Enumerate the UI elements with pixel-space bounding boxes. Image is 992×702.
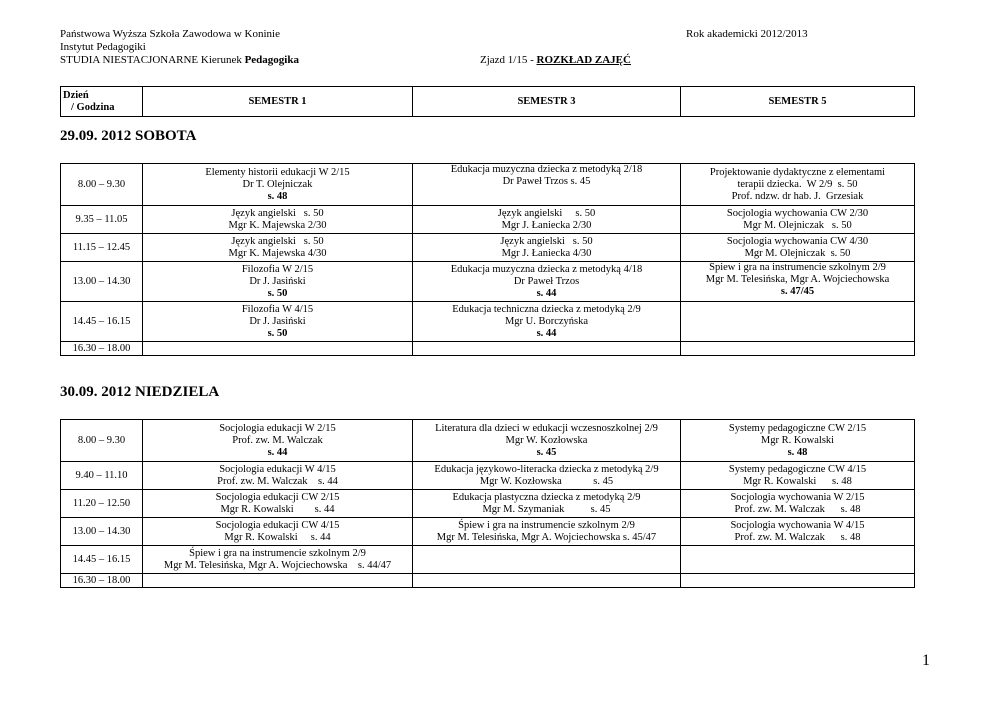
day1-title: 29.09. 2012 SOBOTA xyxy=(60,128,197,144)
zjazd-label: Zjazd 1/15 - xyxy=(480,54,537,66)
time-cell: 8.00 – 9.30 xyxy=(61,164,143,206)
time-cell: 8.00 – 9.30 xyxy=(61,420,143,462)
table-row xyxy=(61,234,915,262)
class-cell xyxy=(681,420,915,462)
table-row xyxy=(61,546,915,574)
semester-3-header: SEMESTR 3 xyxy=(413,87,681,117)
time-cell: 11.15 – 12.45 xyxy=(61,234,143,262)
institute-name: Instytut Pedagogiki xyxy=(60,41,146,53)
class-room: s. 44 xyxy=(536,327,557,339)
class-title: Język angielski s. 50 xyxy=(231,207,324,219)
table-row xyxy=(61,262,915,302)
class-cell xyxy=(143,262,413,302)
class-teacher: Mgr R. Kowalski s. 48 xyxy=(743,475,852,487)
empty-cell xyxy=(413,342,681,356)
table-row xyxy=(61,302,915,342)
academic-year: Rok akademicki 2012/2013 xyxy=(686,28,808,40)
class-title: Język angielski s. 50 xyxy=(500,235,593,247)
class-teacher: Dr J. Jasiński xyxy=(249,315,306,327)
class-cell xyxy=(413,420,681,462)
class-room: s. 50 xyxy=(267,327,288,339)
empty-cell xyxy=(143,574,413,588)
class-title: Socjologia wychowania CW 4/30 xyxy=(726,235,869,247)
time-cell: 9.35 – 11.05 xyxy=(61,206,143,234)
class-teacher: Dr T. Olejniczak xyxy=(242,178,313,190)
time-cell: 11.20 – 12.50 xyxy=(61,490,143,518)
semester-1-header: SEMESTR 1 xyxy=(143,87,413,117)
time-cell: 16.30 – 18.00 xyxy=(61,574,143,588)
column-header-table xyxy=(60,86,915,117)
class-cell xyxy=(143,206,413,234)
class-teacher: Mgr U. Borczyńska xyxy=(504,315,589,327)
table-row xyxy=(61,518,915,546)
class-cell xyxy=(413,490,681,518)
class-title: Socjologia wychowania W 2/15 xyxy=(730,491,865,503)
class-cell xyxy=(413,164,681,206)
day-label: Dzień xyxy=(63,89,89,101)
institution-name: Państwowa Wyższa Szkoła Zawodowa w Koninie xyxy=(60,28,280,40)
class-teacher: Dr Paweł Trzos s. 45 xyxy=(502,176,591,187)
day1-schedule-table xyxy=(60,163,915,356)
class-cell xyxy=(413,206,681,234)
class-cell xyxy=(143,546,413,574)
class-teacher: Prof. zw. M. Walczak s. 48 xyxy=(734,503,861,515)
semester-5-header: SEMESTR 5 xyxy=(681,87,915,117)
class-title: Socjologia wychowania CW 2/30 xyxy=(726,207,869,219)
field-of-study: Pedagogika xyxy=(244,54,299,66)
class-cell xyxy=(413,302,681,342)
class-title: Socjologia edukacji W 2/15 xyxy=(219,422,336,434)
class-cell xyxy=(143,234,413,262)
class-teacher: Mgr M. Telesińska, Mgr A. Wojciechowska s. 44/47 xyxy=(163,559,392,571)
empty-cell xyxy=(143,342,413,356)
class-detail: terapii dziecka. W 2/9 s. 50 xyxy=(737,178,858,190)
table-row xyxy=(61,206,915,234)
class-teacher: Prof. zw. M. Walczak xyxy=(232,434,323,446)
class-teacher: Mgr W. Kozłowska s. 45 xyxy=(479,475,614,487)
class-cell xyxy=(681,490,915,518)
class-title: Socjologia edukacji CW 2/15 xyxy=(215,491,340,503)
class-cell xyxy=(413,518,681,546)
class-title: Systemy pedagogiczne CW 4/15 xyxy=(728,463,867,475)
class-teacher: Mgr R. Kowalski xyxy=(760,434,835,446)
day2-title: 30.09. 2012 NIEDZIELA xyxy=(60,384,220,400)
schedule-title xyxy=(480,54,631,67)
class-teacher: Mgr M. Olejniczak s. 50 xyxy=(743,219,852,231)
empty-cell xyxy=(413,574,681,588)
class-title: Systemy pedagogiczne CW 2/15 xyxy=(728,422,867,434)
class-room: s. 48 xyxy=(787,446,808,458)
class-teacher: Mgr M. Szymaniak s. 45 xyxy=(482,503,611,515)
study-mode: STUDIA NIESTACJONARNE Kierunek xyxy=(60,54,245,66)
class-title: Literatura dla dzieci w edukacji wczesnoszkolnej 2/9 xyxy=(435,422,658,434)
class-cell xyxy=(143,420,413,462)
schedule-heading: ROZKŁAD ZAJĘĆ xyxy=(536,54,631,66)
class-title: Socjologia edukacji CW 4/15 xyxy=(215,519,340,531)
class-teacher: Prof. zw. M. Walczak s. 48 xyxy=(734,531,861,543)
empty-cell xyxy=(681,574,915,588)
time-cell: 13.00 – 14.30 xyxy=(61,518,143,546)
class-teacher: Mgr R. Kowalski s. 44 xyxy=(220,503,335,515)
class-cell xyxy=(143,518,413,546)
class-title: Język angielski s. 50 xyxy=(231,235,324,247)
class-title: Edukacja muzyczna dziecka z metodyką 4/18 xyxy=(450,263,643,275)
table-row xyxy=(61,490,915,518)
page-number: 1 xyxy=(922,652,930,669)
hour-label: / Godzina xyxy=(71,101,115,113)
class-room: s. 50 xyxy=(267,287,288,299)
table-row xyxy=(61,574,915,588)
class-teacher: Mgr J. Łaniecka 4/30 xyxy=(501,247,592,259)
class-cell xyxy=(143,462,413,490)
class-room: s. 45 xyxy=(536,446,557,458)
class-cell xyxy=(413,234,681,262)
empty-cell xyxy=(681,546,915,574)
class-title: Śpiew i gra na instrumencie szkolnym 2/9 xyxy=(458,519,635,531)
class-title: Socjologia edukacji W 4/15 xyxy=(219,463,336,475)
class-teacher: Prof. ndzw. dr hab. J. Grzesiak xyxy=(731,190,864,202)
time-cell: 13.00 – 14.30 xyxy=(61,262,143,302)
time-cell: 9.40 – 11.10 xyxy=(61,462,143,490)
class-title: Edukacja plastyczna dziecka z metodyką 2/9 xyxy=(452,491,641,503)
class-room: s. 44 xyxy=(536,287,557,299)
class-cell xyxy=(681,234,915,262)
class-title: Śpiew i gra na instrumencie szkolnym 2/9 xyxy=(709,262,886,273)
class-teacher: Mgr J. Łaniecka 2/30 xyxy=(501,219,592,231)
day2-schedule-table xyxy=(60,419,915,588)
class-cell xyxy=(681,462,915,490)
table-row xyxy=(61,420,915,462)
class-title: Śpiew i gra na instrumencie szkolnym 2/9 xyxy=(189,547,366,559)
study-program xyxy=(60,54,299,67)
table-row xyxy=(61,164,915,206)
time-cell: 16.30 – 18.00 xyxy=(61,342,143,356)
class-room: s. 44 xyxy=(267,446,288,458)
empty-cell xyxy=(681,342,915,356)
class-cell xyxy=(143,164,413,206)
class-teacher: Mgr K. Majewska 2/30 xyxy=(228,219,327,231)
class-teacher: Mgr M. Olejniczak s. 50 xyxy=(744,247,851,259)
class-teacher: Mgr R. Kowalski s. 44 xyxy=(224,531,331,543)
class-title: Edukacja muzyczna dziecka z metodyką 2/18 xyxy=(450,164,643,175)
class-title: Socjologia wychowania W 4/15 xyxy=(730,519,865,531)
class-title: Edukacja techniczna dziecka z metodyką 2/9 xyxy=(452,303,641,315)
class-teacher: Dr J. Jasiński xyxy=(249,275,306,287)
class-teacher: Prof. zw. M. Walczak s. 44 xyxy=(217,475,338,487)
table-row xyxy=(61,462,915,490)
class-cell xyxy=(413,462,681,490)
class-cell xyxy=(681,518,915,546)
class-teacher: Dr Paweł Trzos xyxy=(513,275,580,287)
empty-cell xyxy=(413,546,681,574)
class-title: Filozofia W 4/15 xyxy=(241,303,314,315)
time-cell: 14.45 – 16.15 xyxy=(61,546,143,574)
class-cell xyxy=(143,490,413,518)
class-teacher: Mgr W. Kozłowska xyxy=(505,434,588,446)
class-cell xyxy=(143,302,413,342)
class-cell xyxy=(681,262,915,302)
class-cell xyxy=(681,164,915,206)
class-cell xyxy=(413,262,681,302)
class-teacher: Mgr K. Majewska 4/30 xyxy=(228,247,327,259)
class-title: Filozofia W 2/15 xyxy=(241,263,314,275)
day-hour-header xyxy=(61,87,143,117)
class-title: Język angielski s. 50 xyxy=(497,207,596,219)
class-cell xyxy=(681,206,915,234)
empty-cell xyxy=(681,302,915,342)
class-title: Projektowanie dydaktyczne z elementami xyxy=(709,166,886,178)
class-teacher: Mgr M. Telesińska, Mgr A. Wojciechowska xyxy=(705,274,890,285)
class-title: Elementy historii edukacji W 2/15 xyxy=(205,166,350,178)
table-row xyxy=(61,342,915,356)
class-teacher: Mgr M. Telesińska, Mgr A. Wojciechowska s. 45/47 xyxy=(436,531,657,543)
class-room: s. 48 xyxy=(267,190,288,202)
class-room: s. 47/45 xyxy=(780,286,815,297)
time-cell: 14.45 – 16.15 xyxy=(61,302,143,342)
class-title: Edukacja językowo-literacka dziecka z metodyką 2/9 xyxy=(434,463,659,475)
